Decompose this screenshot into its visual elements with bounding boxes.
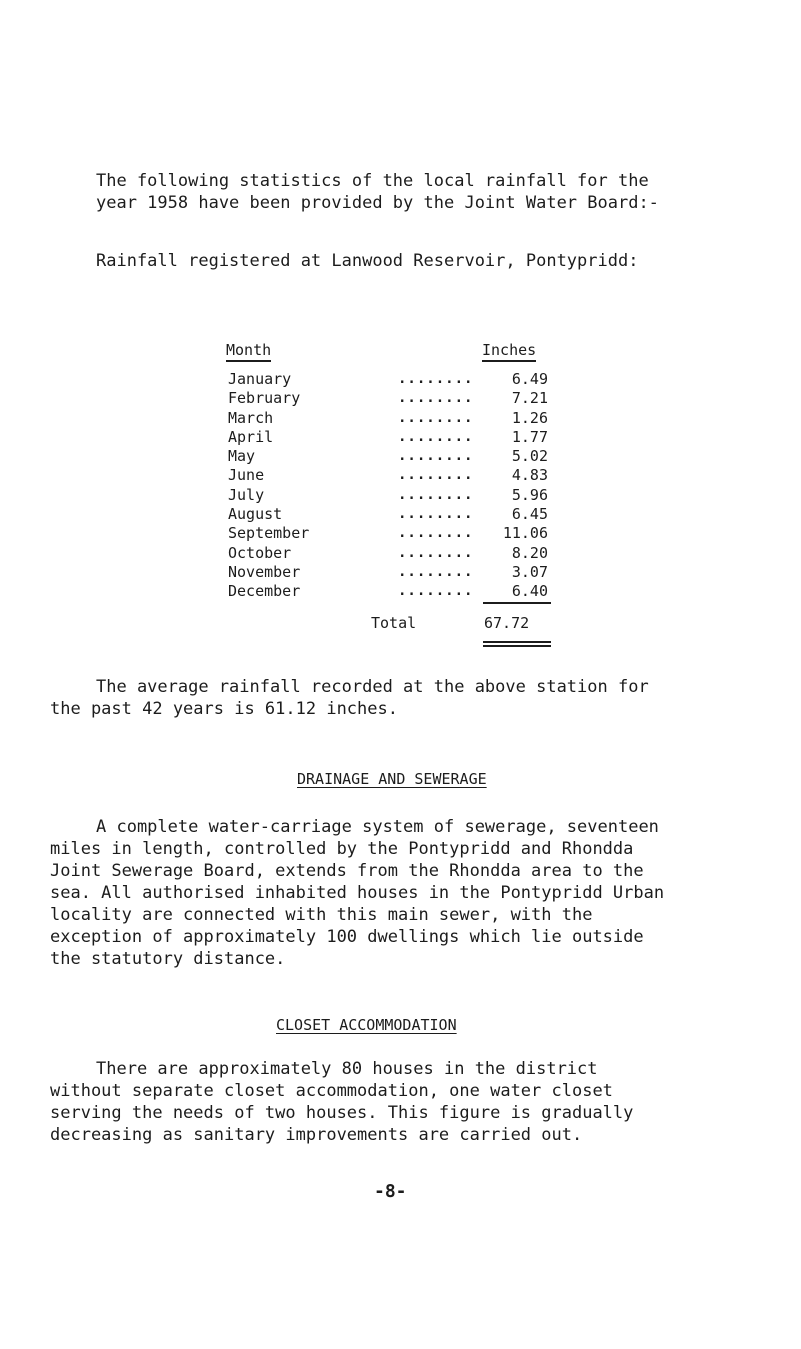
closet-paragraph: There are approximately 80 houses in the district without separate closet accommodation, one water closet serving the needs of two houses. This figure is gradually decreasing as sanitary improvements are carried out. bbox=[50, 1059, 634, 1145]
closet-heading: CLOSET ACCOMMODATION bbox=[276, 1016, 457, 1034]
month-cell: November bbox=[228, 562, 301, 581]
dot-leader: ........ bbox=[398, 428, 474, 445]
inches-cell: 11.06 bbox=[502, 524, 548, 543]
month-cell: September bbox=[228, 524, 310, 543]
table-row bbox=[228, 428, 588, 447]
drainage-heading: DRAINAGE AND SEWERAGE bbox=[297, 770, 487, 788]
month-cell: May bbox=[228, 447, 256, 466]
table-row bbox=[228, 505, 588, 524]
dot-leader: ........ bbox=[398, 390, 474, 407]
dot-leader: ........ bbox=[398, 486, 474, 503]
table-row bbox=[228, 524, 588, 543]
dot-leader: ........ bbox=[398, 371, 474, 387]
average-paragraph: The average rainfall recorded at the above station for the past 42 years is 61.12 inches. bbox=[50, 677, 649, 719]
dot-leader: ........ bbox=[398, 544, 474, 561]
dot-leader: ........ bbox=[398, 563, 474, 580]
table-row bbox=[228, 370, 588, 389]
month-cell: August bbox=[228, 505, 283, 524]
table-row bbox=[228, 582, 588, 601]
month-cell: December bbox=[228, 582, 301, 601]
inches-cell: 5.96 bbox=[511, 485, 548, 504]
month-cell: February bbox=[228, 389, 301, 408]
month-cell: October bbox=[228, 543, 292, 562]
table-row bbox=[228, 409, 588, 428]
month-column-header: Month bbox=[226, 340, 271, 362]
total-label: Total bbox=[371, 614, 417, 632]
table-row bbox=[228, 544, 588, 563]
total-double-rule bbox=[483, 645, 551, 647]
inches-cell: 4.83 bbox=[511, 466, 548, 485]
station-line: Rainfall registered at Lanwood Reservoir, Pontypridd: bbox=[96, 251, 639, 271]
inches-cell: 1.77 bbox=[511, 427, 548, 446]
table-row bbox=[228, 466, 588, 485]
dot-leader: ........ bbox=[398, 525, 474, 542]
page-number: -8- bbox=[374, 1181, 407, 1202]
inches-cell: 6.49 bbox=[511, 370, 548, 388]
total-value: 67.72 bbox=[484, 614, 530, 632]
dot-leader: ........ bbox=[398, 409, 474, 426]
table-row bbox=[228, 447, 588, 466]
month-cell: June bbox=[228, 466, 265, 485]
inches-cell: 1.26 bbox=[511, 408, 548, 427]
inches-cell: 6.45 bbox=[511, 505, 548, 524]
total-rule-top bbox=[483, 602, 551, 604]
intro-paragraph: The following statistics of the local rainfall for the year 1958 have been provided by the Joint Water Board:- bbox=[96, 171, 659, 213]
inches-cell: 3.07 bbox=[511, 562, 548, 581]
table-row bbox=[228, 389, 588, 408]
table-row bbox=[228, 486, 588, 505]
dot-leader: ........ bbox=[398, 583, 474, 600]
rainfall-table bbox=[228, 370, 588, 602]
dot-leader: ........ bbox=[398, 448, 474, 465]
month-cell: March bbox=[228, 408, 274, 427]
inches-cell: 7.21 bbox=[511, 389, 548, 408]
total-double-rule bbox=[483, 641, 551, 643]
dot-leader: ........ bbox=[398, 506, 474, 523]
inches-cell: 8.20 bbox=[511, 543, 548, 562]
dot-leader: ........ bbox=[398, 467, 474, 484]
month-cell: January bbox=[228, 370, 292, 388]
inches-cell: 5.02 bbox=[511, 447, 548, 466]
month-cell: July bbox=[228, 485, 265, 504]
drainage-paragraph: A complete water-carriage system of sewerage, seventeen miles in length, controlled by the Pontypridd and Rhondda Joint Sewerage Board, extends from the Rhondda area to the sea. All authorised inhabited houses in the Pontypridd Urban locality are connected with this main sewer, with the exception of approximately 100 dwellings which lie outside the statutory distance. bbox=[50, 817, 665, 969]
inches-column-header: Inches bbox=[482, 340, 536, 362]
table-row bbox=[228, 563, 588, 582]
inches-cell: 6.40 bbox=[511, 582, 548, 601]
month-cell: April bbox=[228, 427, 274, 446]
